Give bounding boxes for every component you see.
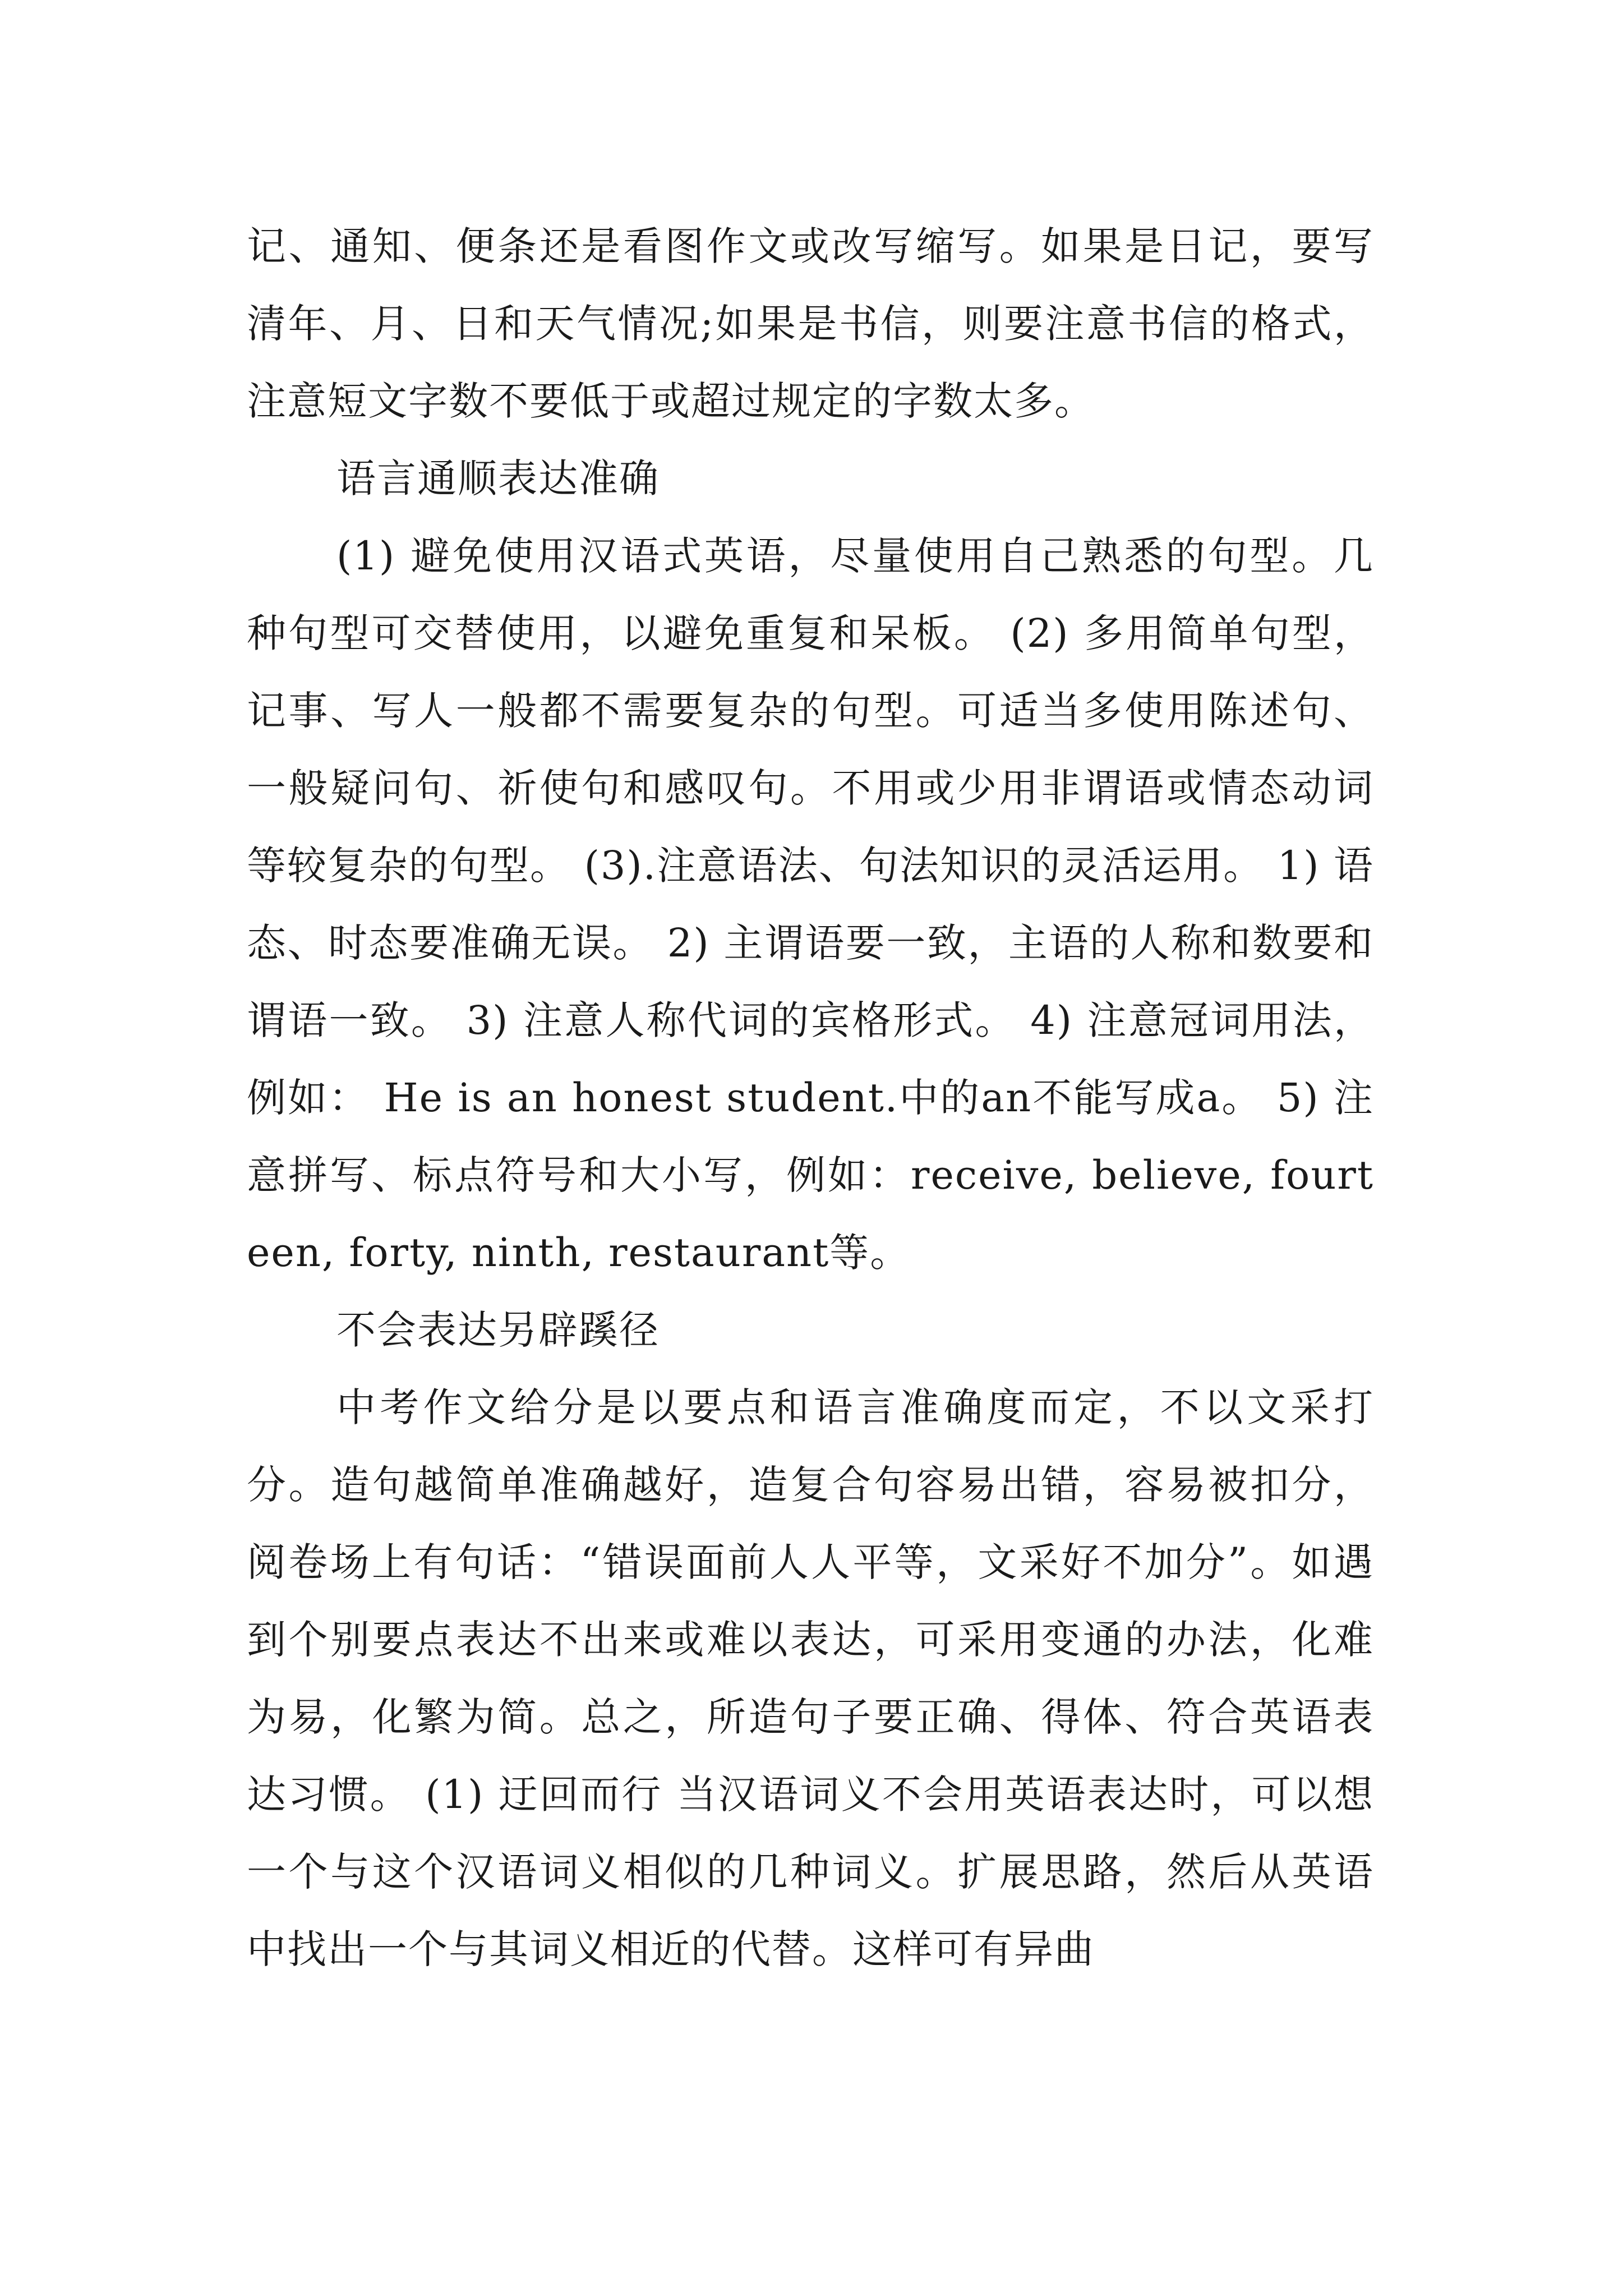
section-heading-fluency: 语言通顺表达准确 bbox=[336, 455, 660, 501]
paragraph-continuation: 记、通知、便条还是看图作文或改写缩写。如果是日记，要写清年、月、日和天气情况;如果是书信，则要注意书信的格式，注意短文字数不要低于或超过规定的字数太多。 bbox=[247, 223, 1374, 424]
paragraph-scoring: 中考作文给分是以要点和语言准确度而定，不以文采打分。造句越简单准确越好，造复合句容易出错，容易被扣分，阅卷场上有句话：“错误面前人人平等，文采好不加分”。如遇到个别要点表达不出来或难以表达，可采用变通的办法，化难为易，化繁为简。总之，所造句子要正确、得体、符合英语表达习惯。 (1) 迂回而行 当汉语词义不会用英语表达时，可以想一个与这个汉语词义相似的几种词义。扩展思路，然后从英语中找出一个与其词义相近的代替。这样可有异曲 bbox=[247, 1384, 1374, 1972]
section-heading-alternative: 不会表达另辟蹊径 bbox=[336, 1307, 660, 1353]
paragraph-grammar-tips: (1) 避免使用汉语式英语，尽量使用自己熟悉的句型。几种句型可交替使用，以避免重复和呆板。 (2) 多用简单句型，记事、写人一般都不需要复杂的句型。可适当多使用陈述句、一般疑问句、祈使句和感叹句。不用或少用非谓语或情态动词等较复杂的句型。 (3).注意语法、句法知识的灵活运用。 1) 语态、时态要准确无误。 2) 主谓语要一致，主语的人称和数要和谓语一致。 3) 注意人称代词的宾格形式。 4) 注意冠词用法，例如： He is an honest student.中的an不能写成a。 5) 注意拼写、标点符号和大小写，例如：receive, believe, fourteen, forty, ninth, restaurant等。 bbox=[247, 533, 1374, 1276]
document-body bbox=[247, 208, 1374, 1988]
